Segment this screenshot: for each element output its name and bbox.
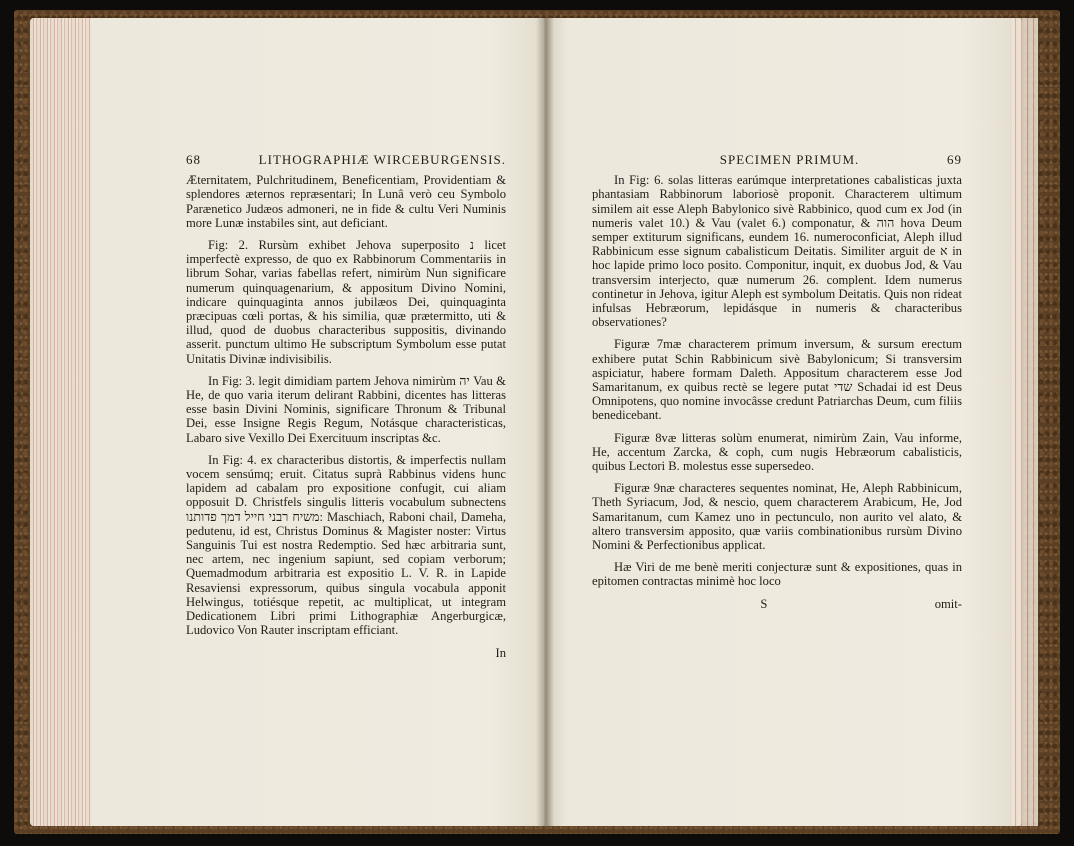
left-running-head: LITHOGRAPHIÆ WIRCEBURGENSIS. [258,152,506,167]
left-page-number: 68 [186,152,201,167]
left-page-header [186,153,506,167]
right-paragraph-4: Figuræ 9næ characteres sequentes nominat, He, Aleph Rabbinicum, Theth Syriacum, Jod, & nescio, quem characterem Arabicum, He, Jod Samaritanum, cum Kamez uno in pectunculo, non aurito vel alato, & altero transversim apposito, quæ variis combinationibus rursùm Divino Nomini & Perfectionibus applicat. [592,481,962,553]
left-page [30,18,544,826]
left-catchword-line [186,646,506,660]
right-running-head: SPECIMEN PRIMUM. [719,152,860,167]
left-page-edges [30,18,92,826]
right-paragraph-2: Figuræ 7mæ characterem primum inversum, & sursum erectum exhibere putat Schin Rabbinicum sivè Babylonicum; Si transversim aspiciatur, habere formam Daleth. Appositum characterem esse Jod Samaritanum, ex quibus rectè se legere putat שדי Schadai id est Deus Omnipotens, quo nomine invocâsse credunt Patriarchas Deum, cum filiis benedicebant. [592,337,962,423]
left-paragraph-1: Æternitatem, Pulchritudinem, Beneficentiam, Providentiam & splendores æternos repræsentari; In Lunâ verò ceu Symbolo Parænetico Judæos admoneri, ne in fide & cultu Veri Numinis more Lunæ instabiles sint, aut deficiant. [186,173,506,230]
right-paragraph-5: Hæ Viri de me benè meriti conjecturæ sunt & expositiones, quas in epitomen contractas minimè hoc loco [592,560,962,589]
right-page-number: 69 [947,152,962,167]
left-page-text [186,153,506,660]
right-page-header [592,153,962,167]
book-gutter [536,18,554,826]
left-catchword: In [495,645,506,660]
right-page [544,18,1022,826]
left-paragraph-3: In Fig: 3. legit dimidiam partem Jehova nimirùm יה Vau & He, de quo varia iterum delirant Rabbini, dicentes has litteras esse basin Divini Nominis, significare Thronum & Tribunal Dei, esse Insigne Regis Regum, Notásque characteristicas, Labaro sive Vexillo Dei Exercituum inscriptas &c. [186,373,506,445]
right-catchword: omit- [934,596,962,611]
right-page-edges [1012,18,1038,826]
right-page-text [592,153,962,611]
right-footer-line [592,597,962,611]
right-paragraph-1: In Fig: 6. solas litteras earúmque interpretationes cabalisticas juxta phantasiam Rabbinorum laboriosè proponit. Characterem ultimum similem ait esse Aleph Babylonico sivè Rabbinico, quod cum ex Jod (in numeris valet 10.) & Vau (valet 6.) componatur, & הוה hova Deum semper extiturum significans, eundem 16. numeroconficiat, Aleph illud Rabbinicum esse signum cabalisticum Deitatis. Similiter arguit de א in hoc lapide primo loco posito. Componitur, inquit, ex duobus Jod, & Vau transversim interjecto, quæ numerum 26. complent. Idem numerus continetur in Jehova, igitur Aleph est symbolum Deitatis. Quis non rideat infulsas Hebræorum, lepidásque in numeris & characteribus observationes? [592,173,962,330]
right-paragraph-3: Figuræ 8væ litteras solùm enumerat, nimirùm Zain, Vau informe, He, accentum Zarcka, & coph, cum nugis Hebræorum cabalisticis, quibus Lectori B. molestus esse supersedeo. [592,430,962,474]
left-paragraph-4: In Fig: 4. ex characteribus distortis, & imperfectis nullam vocem sensúmq; eruit. Citatus suprà Rabbinus videns hunc lapidem ad cabalam pro expositione confugit, cui aliam opposuit D. Christfels singulis litteris vocabulum subnectens משיח רבני חייל דמך פדותנו: Maschiach, Raboni chail, Dameha, pedutenu, id est, Christus Dominus & Magister noster: Virtus Sanguinis Tui est nostra Redemptio. Sed hæc arbitraria sunt, nec artem, nec ingenium sapiunt, sed copiam verborum; Quemadmodum arbitraria est expositio L. V. R. in Lapide Resaviensi expressorum, quibus singula vocabula apponit Helwingus, totiésque repetit, ac multiplicat, ut integram Dedicationem Libri primi Lithographiæ Angerburgicæ, Ludovico Von Rauter inscriptam efficiant. [186,452,506,638]
left-paragraph-2: Fig: 2. Rursùm exhibet Jehova superposito נ licet imperfectè expresso, de quo ex Rabbinorum Commentariis in librum Sohar, varias fabellas refert, nimirùm Nun significare numerum quinquagenarium, & appositum Divino Nomini, indicare quinquaginta annos jubilæos Dei, quinquaginta præcipuas cœli portas, & his similia, quæ prætermitto, uti & illud, quod de duobus characteribus suppositis, divinando asserit. punctum ultimo He subscriptum Symbolum esse putat Unitatis Divinæ indivisibilis. [186,238,506,366]
right-signature-mark: S [760,596,768,611]
